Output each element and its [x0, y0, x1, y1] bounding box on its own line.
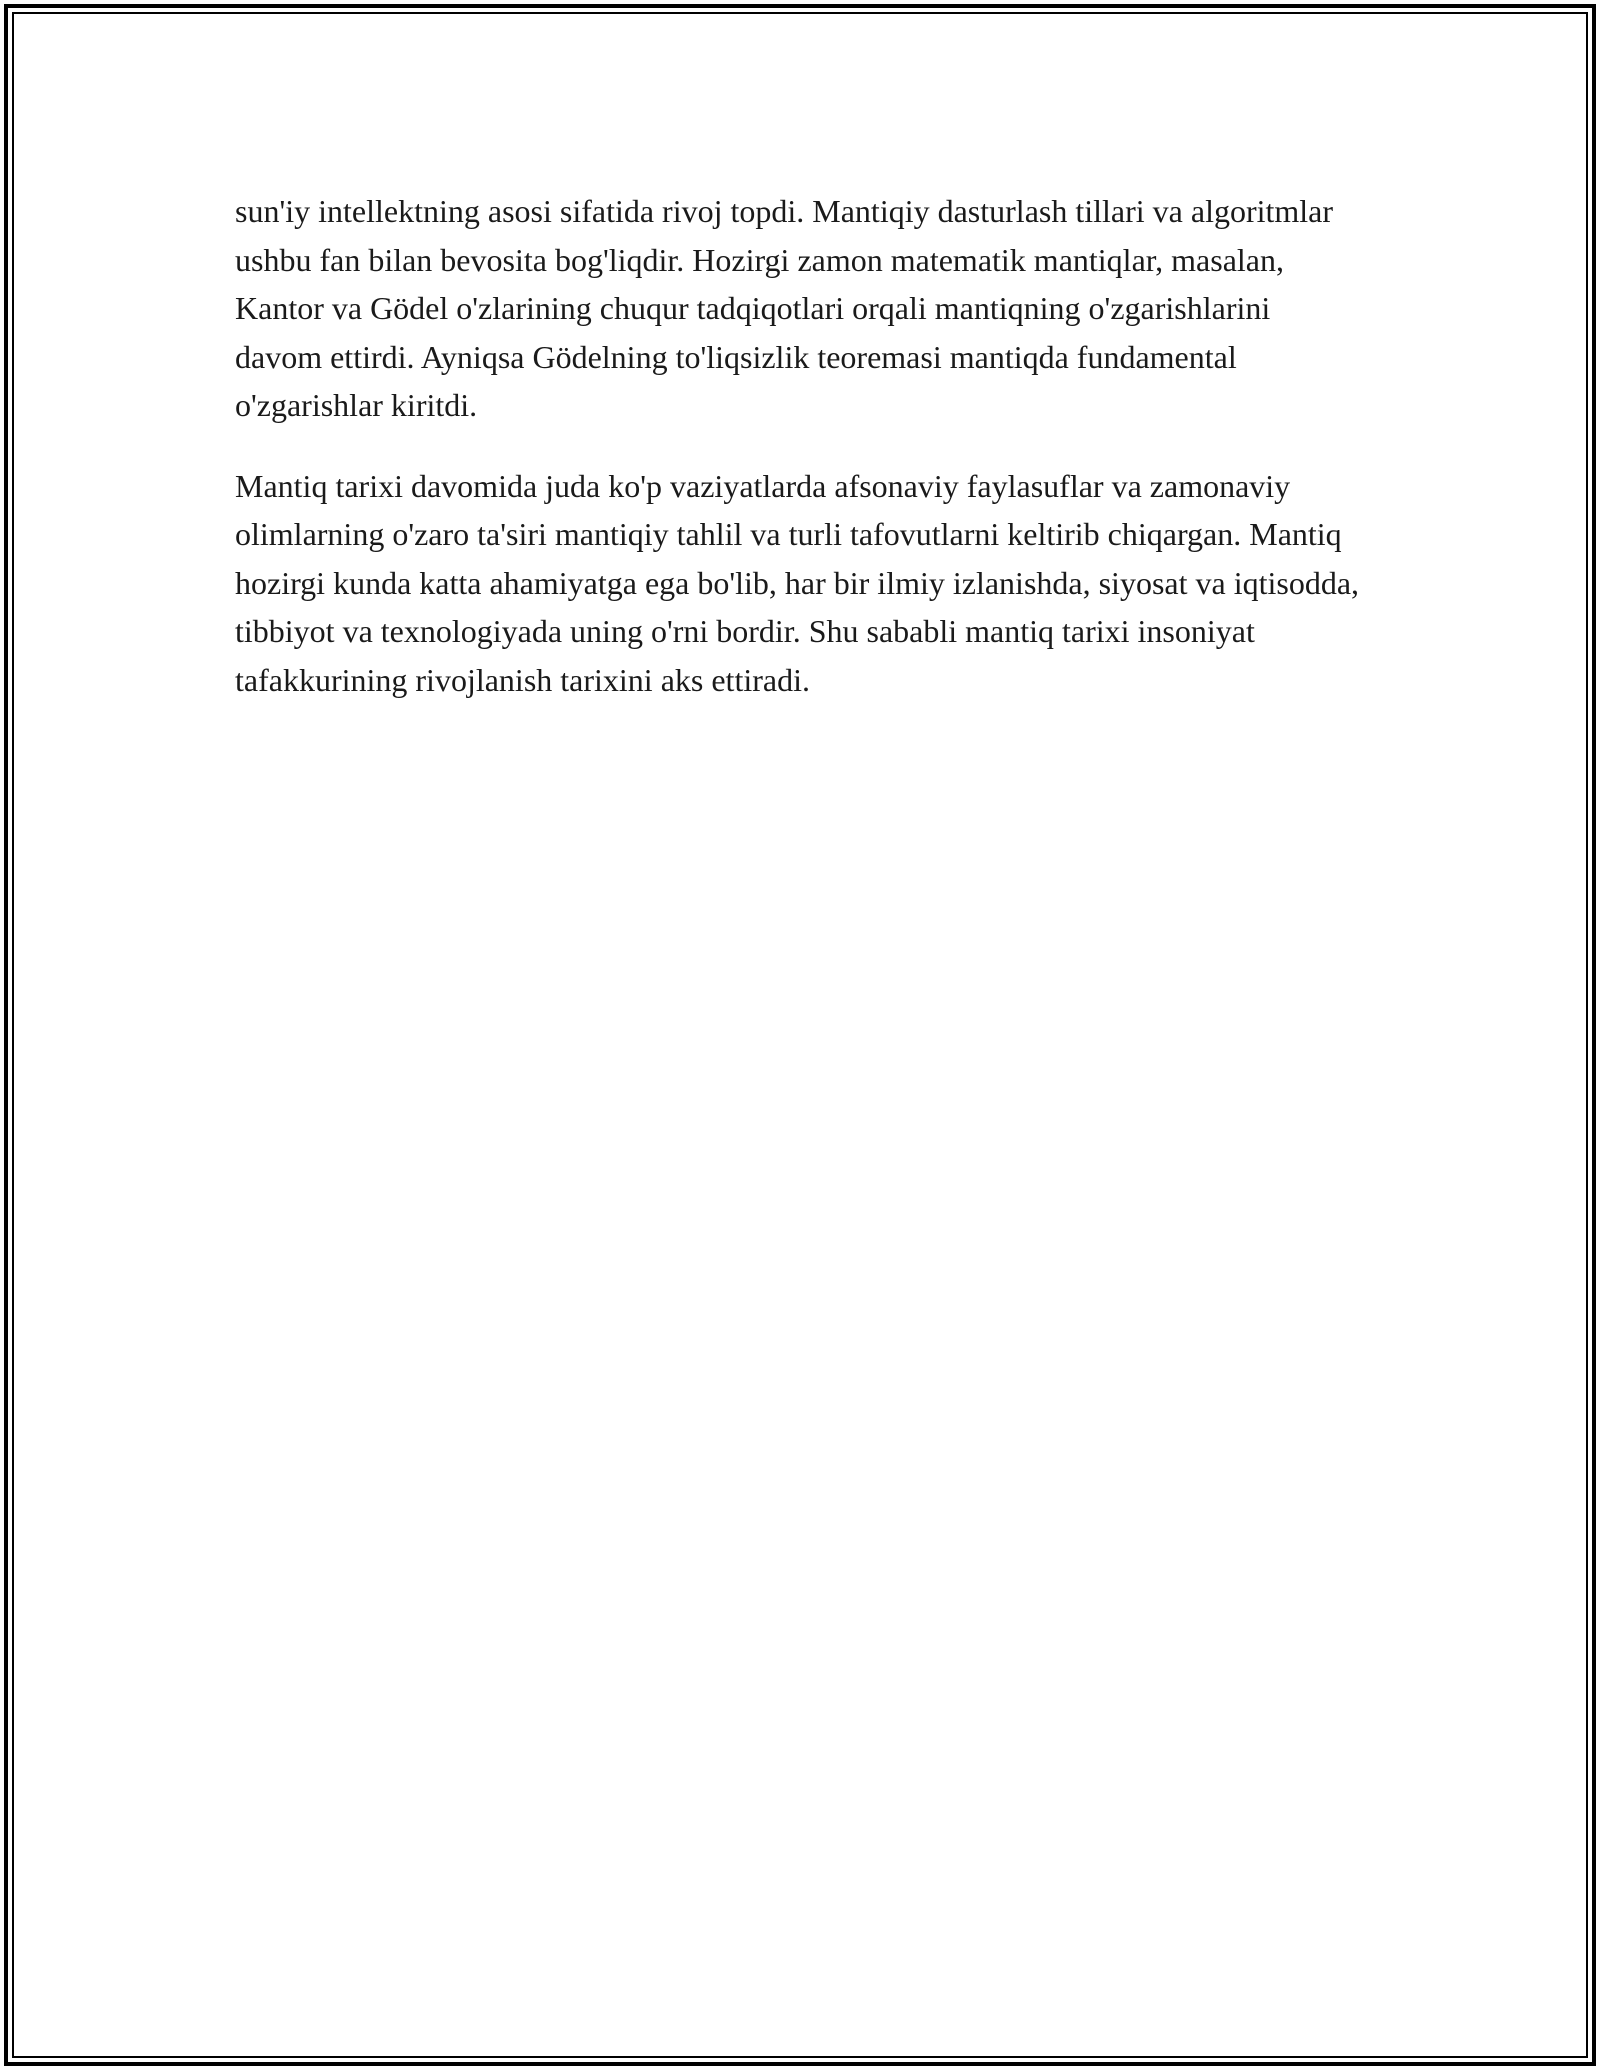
paragraph-2: Mantiq tarixi davomida juda ko'p vaziyatlarda afsonaviy faylasuflar va zamonaviy olimlarning o'zaro ta'siri mantiqiy tahlil va turli tafovutlarni keltirib chiqargan. Mantiq hozirgi kunda katta ahamiyatga ega bo'lib, har bir ilmiy izlanishda, siyosat va iqtisodda, tibbiyot va texnologiyada uning o'rni bordir. Shu sababli mantiq tarixi insoniyat tafakkurining rivojlanish tarixini aks ettiradi. — [235, 467, 1360, 698]
paragraph-1: sun'iy intellektning asosi sifatida rivoj topdi. Mantiqiy dasturlash tillari va algoritmlar ushbu fan bilan bevosita bog'liqdir. Hozirgi zamon matematik mantiqlar, masalan, Kantor va Gödel o'zlarining chuqur tadqiqotlari orqali mantiqning o'zgarishlarini davom ettirdi. Ayniqsa Gödelning to'liqsizlik teoremasi mantiqda fundamental o'zgarishlar kiritdi. — [235, 193, 1334, 423]
document-body — [235, 187, 1365, 704]
